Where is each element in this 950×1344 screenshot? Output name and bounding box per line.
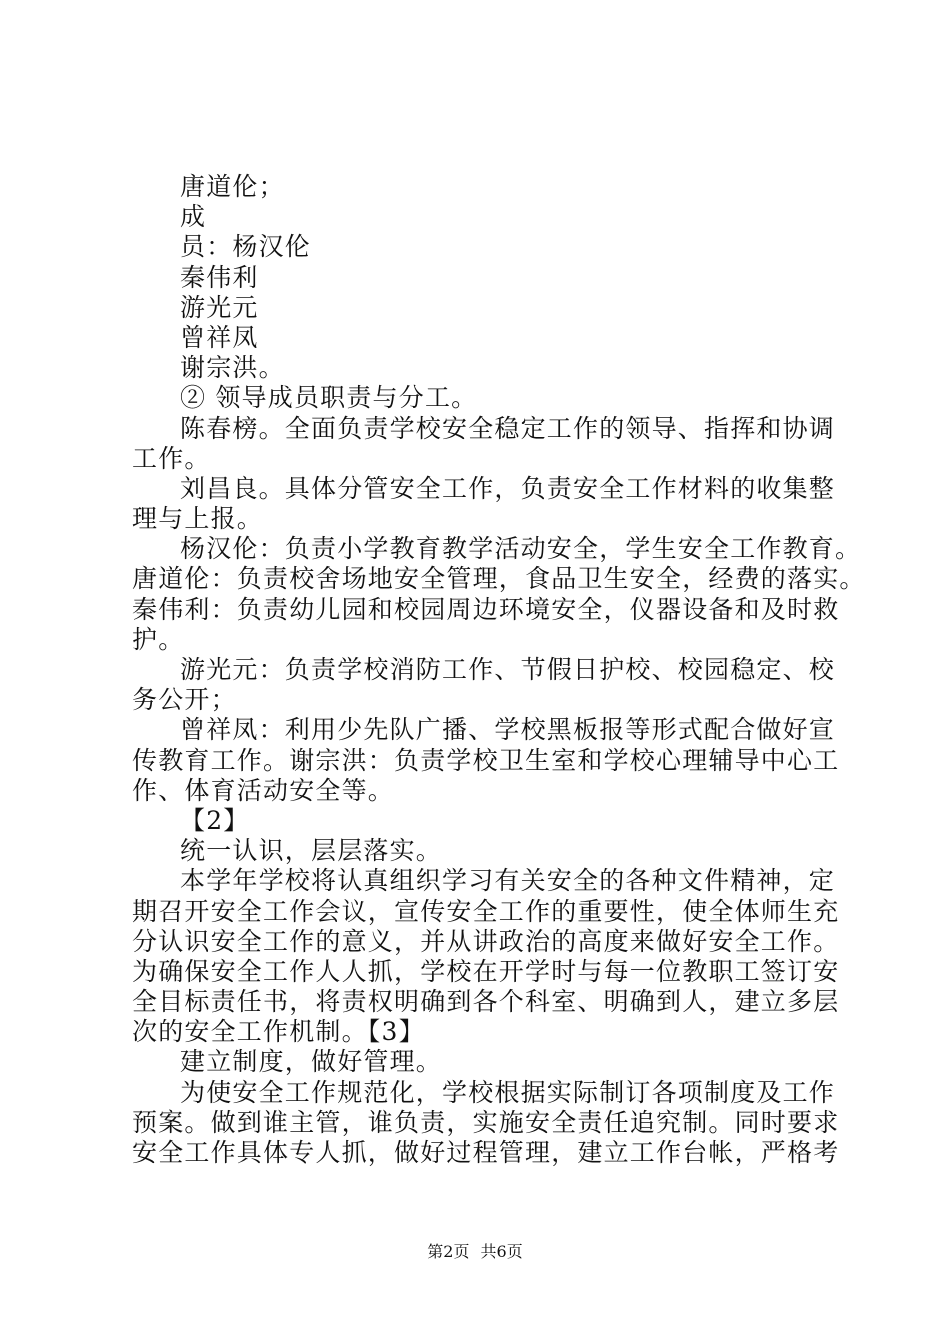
text-line: 曾祥凤 xyxy=(180,322,259,352)
text-line: 唐道伦； xyxy=(180,172,285,201)
text-line: 预案。做到谁主管，谁负责，实施安全责任追究制。同时要求 xyxy=(132,1107,840,1137)
text-line: 秦伟利：负责幼儿园和校园周边环境安全，仪器设备和及时救 xyxy=(132,594,840,624)
document-body xyxy=(132,172,866,1168)
text-line: 谢宗洪。 xyxy=(180,353,285,383)
text-line: 游光元：负责学校消防工作、节假日护校、校园稳定、校 xyxy=(180,655,836,684)
text-line: 唐道伦：负责校舍场地安全管理，食品卫生安全，经费的落实。 xyxy=(132,564,866,594)
text-line: 安全工作具体专人抓，做好过程管理，建立工作台帐，严格考 xyxy=(132,1138,840,1167)
text-line: ② 领导成员职责与分工。 xyxy=(180,383,478,413)
text-line: 曾祥凤：利用少先队广播、学校黑板报等形式配合做好宣 xyxy=(180,715,836,745)
text-line: 为使安全工作规范化，学校根据实际制订各项制度及工作 xyxy=(180,1077,836,1107)
text-line: 【2】 xyxy=(180,805,250,835)
text-line: 作、体育活动安全等。 xyxy=(132,775,395,805)
text-line: 期召开安全工作会议，宣传安全工作的重要性，使全体师生充 xyxy=(132,896,840,926)
page-footer xyxy=(0,1239,950,1262)
text-line: 为确保安全工作人人抓，学校在开学时与每一位教职工签订安 xyxy=(132,956,840,986)
text-line: 成 xyxy=(180,202,207,232)
page-total: 共6页 xyxy=(480,1242,523,1261)
text-line: 秦伟利 xyxy=(180,262,259,292)
text-line: 统一认识，层层落实。 xyxy=(180,836,443,866)
text-line: 杨汉伦：负责小学教育教学活动安全，学生安全工作教育。 xyxy=(180,534,862,564)
text-line: 理与上报。 xyxy=(132,504,264,534)
text-line: 本学年学校将认真组织学习有关安全的各种文件精神，定 xyxy=(180,866,836,896)
text-line: 游光元 xyxy=(180,292,259,322)
text-line: 全目标责任书，将责权明确到各个科室、明确到人，建立多层 xyxy=(132,987,840,1017)
text-line: 护。 xyxy=(132,624,185,654)
page-number: 第2页 xyxy=(427,1242,470,1261)
text-line: 次的安全工作机制。【3】 xyxy=(132,1017,425,1047)
text-line: 建立制度，做好管理。 xyxy=(180,1047,443,1077)
text-line: 工作。 xyxy=(132,443,211,473)
text-line: 员：杨汉伦 xyxy=(180,232,312,262)
text-line: 务公开； xyxy=(132,685,237,715)
text-line: 陈春榜。全面负责学校安全稳定工作的领导、指挥和协调 xyxy=(180,413,836,443)
text-line: 分认识安全工作的意义，并从讲政治的高度来做好安全工作。 xyxy=(132,926,840,956)
text-line: 刘昌良。具体分管安全工作，负责安全工作材料的收集整 xyxy=(180,473,836,503)
text-line: 传教育工作。谢宗洪：负责学校卫生室和学校心理辅导中心工 xyxy=(132,745,840,775)
